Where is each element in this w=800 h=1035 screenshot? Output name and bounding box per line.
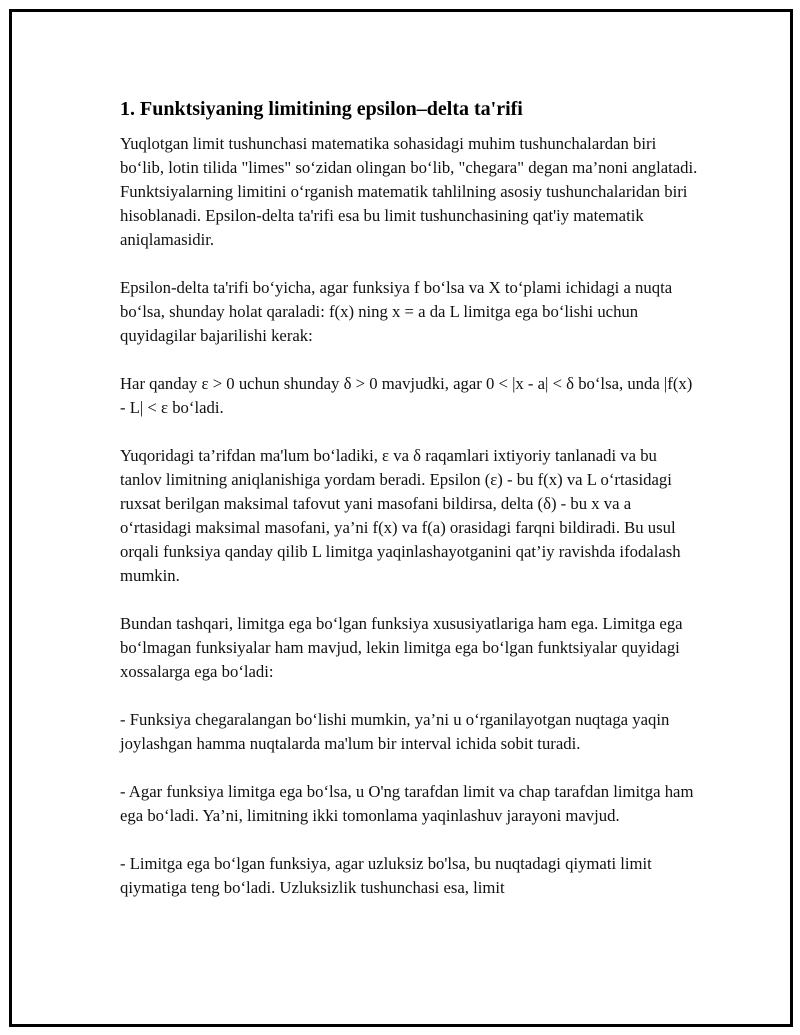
paragraph-properties-intro: Bundan tashqari, limitga ega bo‘lgan funksiya xususiyatlariga ham ega. Limitga ega bo‘lmagan funksiyalar ham mavjud, lekin limitga ega bo‘lgan funktsiyalar quyidagi xossalarga ega bo‘ladi: [120,614,683,681]
paragraph-explanation: Yuqoridagi ta’rifdan ma'lum bo‘ladiki, ε va δ raqamlari ixtiyoriy tanlanadi va bu tanlov limitning aniqlanishiga yordam beradi. Epsilon (ε) - bu f(x) va L o‘rtasidagi ruxsat berilgan maksimal tafovut yani masofani bildirsa, delta (δ) - bu x va a o‘rtasidagi maksimal masofani, ya’ni f(x) va f(a) orasidagi farqni bildiradi. Bu usul orqali funksiya qanday qilib L limitga yaqinlashayotganini qat’iy ravishda ifodalash mumkin. [120,446,681,585]
list-item-continuity: - Limitga ega bo‘lgan funksiya, agar uzluksiz bo'lsa, bu nuqtadagi qiymati limit qiymatiga teng bo‘ladi. Uzluksizlik tushunchasi esa, limit [120,854,652,897]
document-body [120,95,700,924]
paragraph-definition-statement: Har qanday ε > 0 uchun shunday δ > 0 mavjudki, agar 0 < |x - a| < δ bo‘lsa, unda |f(x) - L| < ε bo‘ladi. [120,374,693,417]
section-title: 1. Funktsiyaning limitining epsilon–delta ta'rifi [120,98,523,120]
list-item-one-sided-limits: - Agar funksiya limitga ega bo‘lsa, u O'ng tarafdan limit va chap tarafdan limitga ham ega bo‘ladi. Ya’ni, limitning ikki tomonlama yaqinlashuv jarayoni mavjud. [120,782,694,825]
paragraph-intro: Yuqlotgan limit tushunchasi matematika sohasidagi muhim tushunchalardan biri bo‘lib, lotin tilida "limes" so‘zidan olingan bo‘lib, "chegara" degan ma’noni anglatadi. Funktsiyalarning limitini o‘rganish matematik tahlilning asosiy tushunchalaridan biri hisoblanadi. Epsilon-delta ta'rifi esa bu limit tushunchasining qat'iy matematik aniqlamasidir. [120,134,698,249]
list-item-bounded: - Funksiya chegaralangan bo‘lishi mumkin, ya’ni u o‘rganilayotgan nuqtaga yaqin joylashgan hamma nuqtalarda ma'lum bir interval ichida sobit turadi. [120,710,670,753]
paragraph-definition-setup: Epsilon-delta ta'rifi bo‘yicha, agar funksiya f bo‘lsa va X to‘plami ichidagi a nuqta bo‘lsa, shunday holat qaraladi: f(x) ning x = a da L limitga ega bo‘lishi uchun quyidagilar bajarilishi kerak: [120,278,673,345]
page-frame [9,9,793,1027]
